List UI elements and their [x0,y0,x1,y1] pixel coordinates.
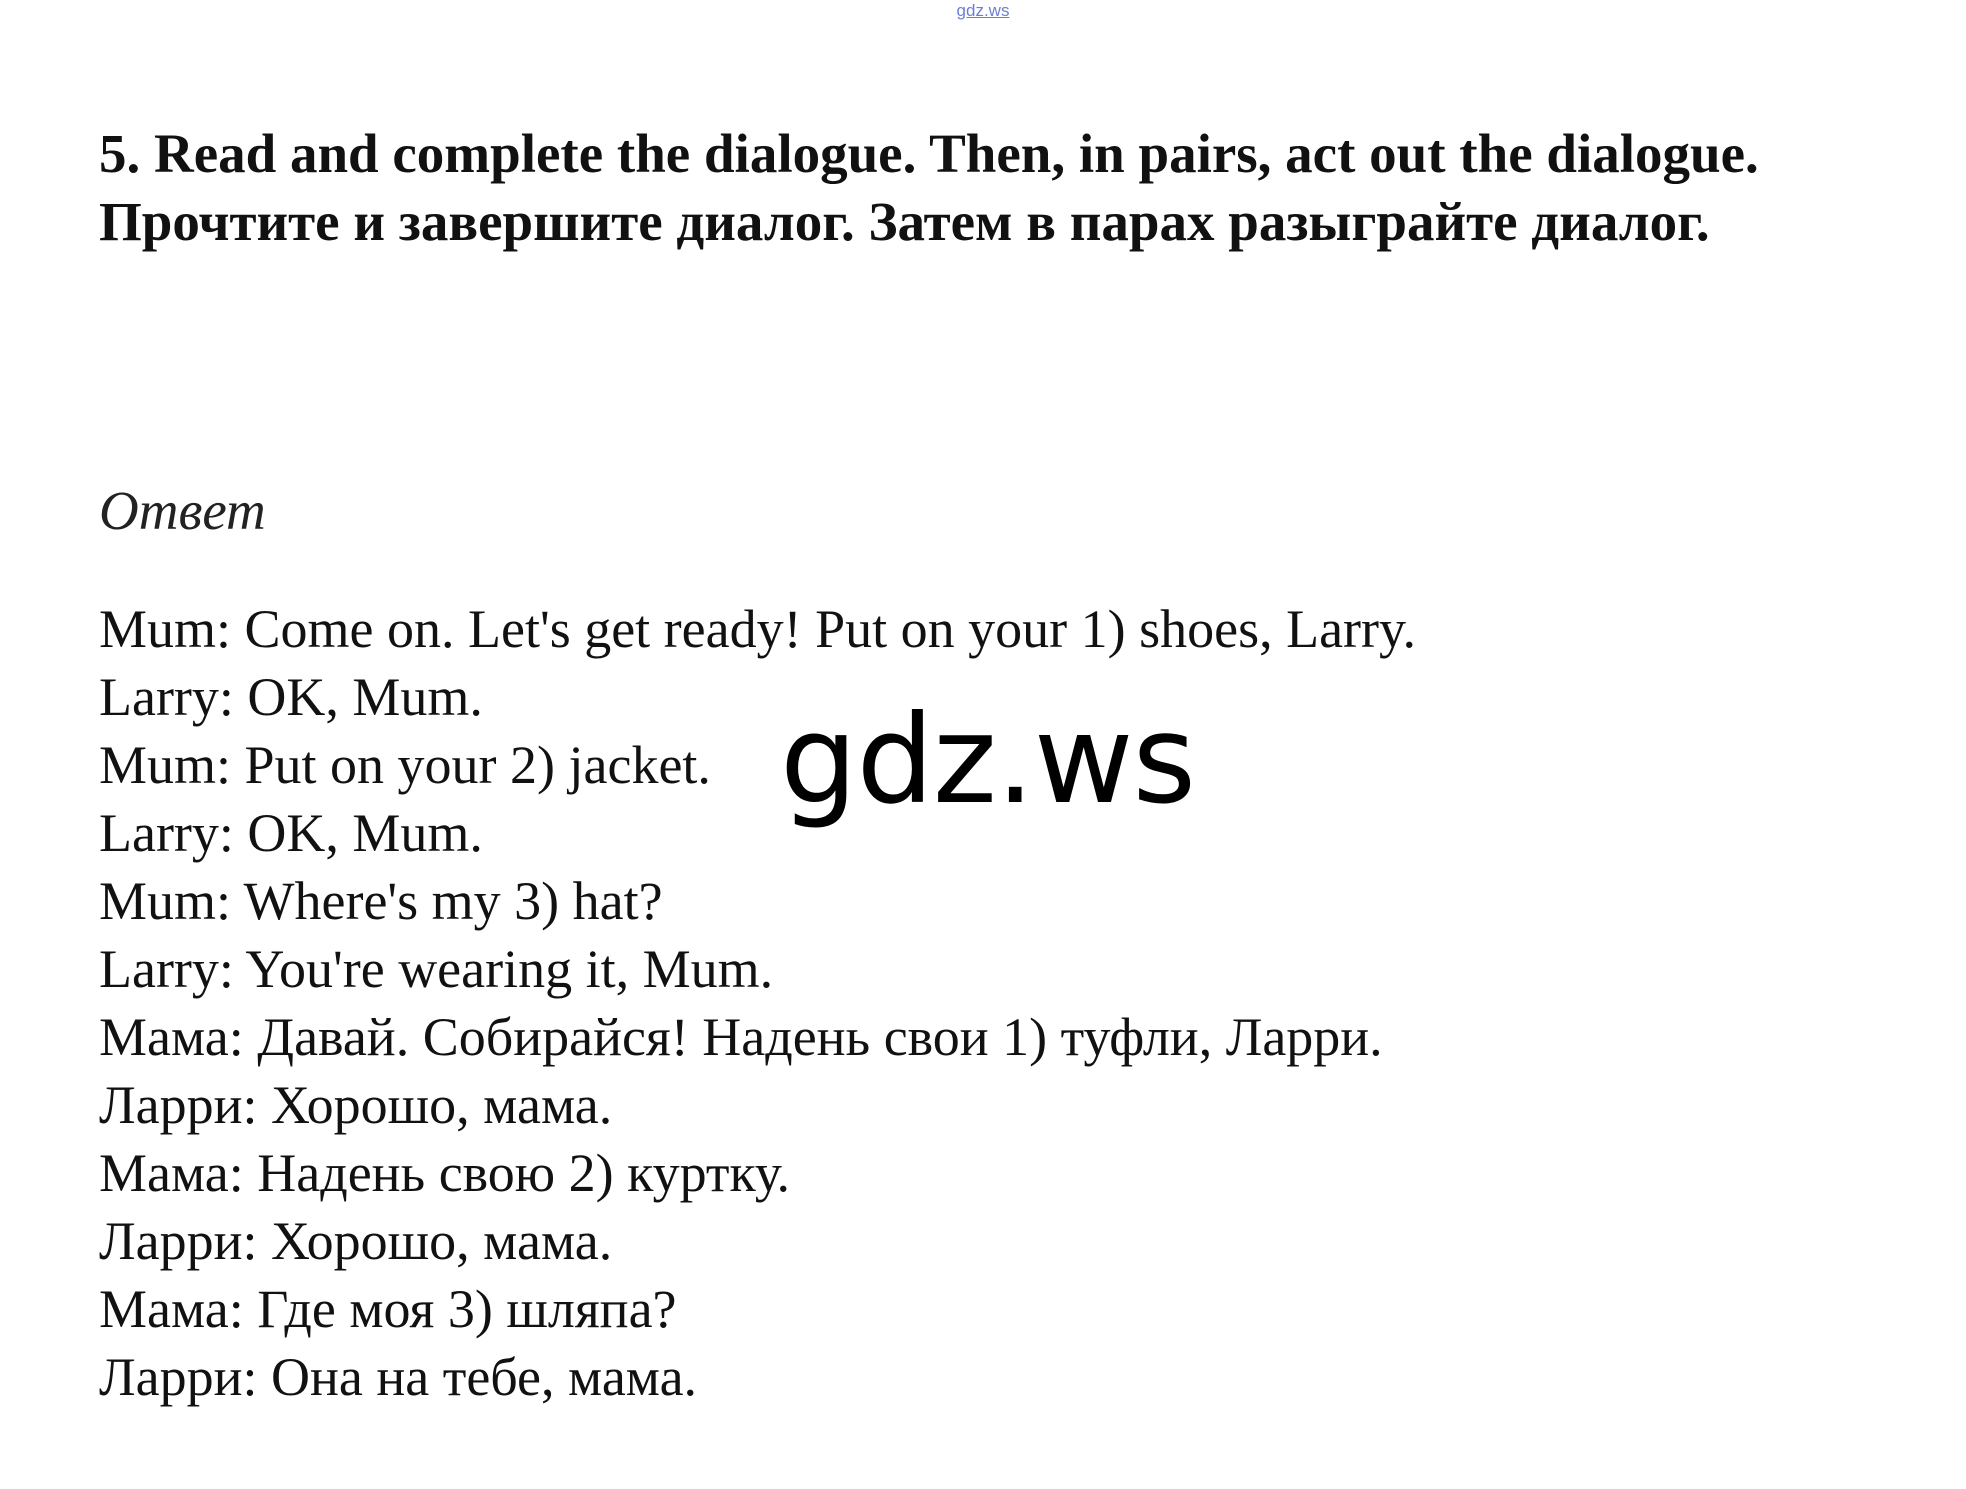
dialogue-line: Ларри: Хорошо, мама. [99,1211,613,1271]
dialogue-line: Мама: Надень свою 2) куртку. [99,1143,791,1203]
dialogue-line: Larry: OK, Mum. [99,667,483,727]
dialogue-line: Мама: Давай. Собирайся! Надень свои 1) туфли, Ларри. [99,1007,1383,1067]
dialogue-line: Larry: You're wearing it, Mum. [99,939,774,999]
dialogue-list [99,595,1416,1411]
task-heading: 5. Read and complete the dialogue. Then, in pairs, act out the dialogue. Прочтите и завершите диалог. Затем в парах разыграйте диалог. [99,123,1759,252]
dialogue-line: Мама: Где моя 3) шляпа? [99,1279,677,1339]
dialogue-line: Mum: Where's my 3) hat? [99,871,663,931]
answer-label: Ответ [99,480,266,541]
dialogue-line: Ларри: Она на тебе, мама. [99,1347,698,1407]
top-watermark-link[interactable]: gdz.ws [956,1,1010,20]
dialogue-line: Ларри: Хорошо, мама. [99,1075,613,1135]
watermark-logo: gdz.ws [780,689,1196,831]
dialogue-line: Mum: Put on your 2) jacket. [99,735,711,795]
dialogue-line: Larry: OK, Mum. [99,803,483,863]
dialogue-line: Mum: Come on. Let's get ready! Put on your 1) shoes, Larry. [99,599,1416,659]
